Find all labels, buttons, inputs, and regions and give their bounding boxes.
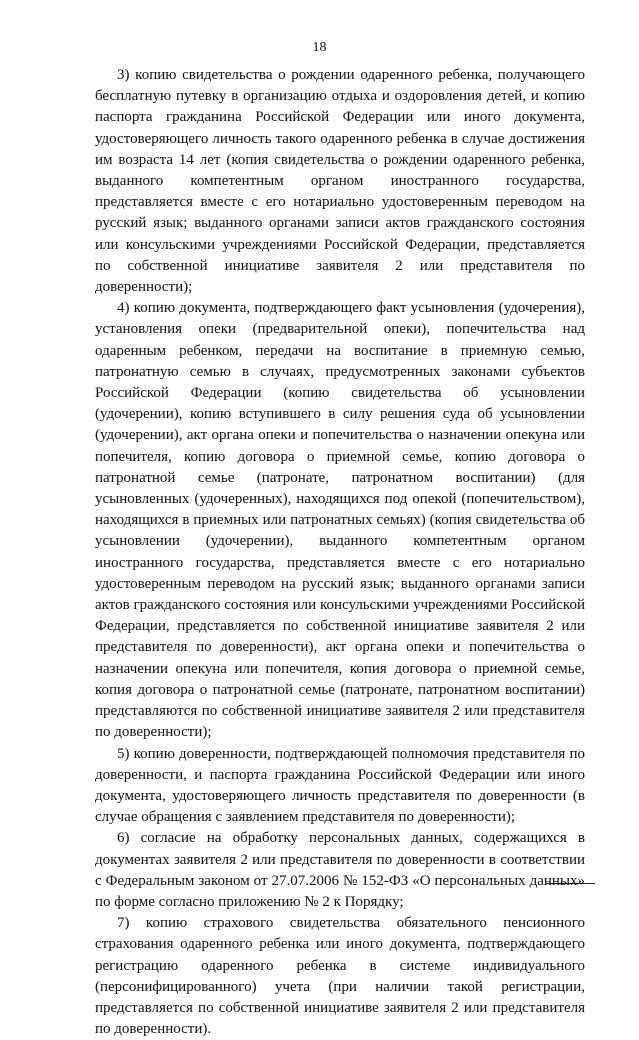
paragraph-item-5: 5) копию доверенности, подтверждающей полномочия представителя по доверенности, и паспорта гражданина Российской Федерации или иного документа, удостоверяющего личность представителя по доверенности (в случае обращения с заявлением представителя по доверенности); bbox=[95, 745, 585, 826]
paragraph-item-3: 3) копию свидетельства о рождении одаренного ребенка, получающего бесплатную путевку в организацию отдыха и оздоровления детей, и копию паспорта гражданина Российской Федерации или иного документа, удостоверяющего личность такого одаренного ребенка в случае достижения им возраста 14 лет (копия свидетельства о рождении одаренного ребенка, выданного компетентным органом иностранного государства, представляется вместе с его нотариально удостоверенным переводом на русский язык; выданного органами записи актов гражданского состояния или консульскими учреждениями Российской Федерации, представляется по собственной инициативе заявителя 2 или представителя по доверенности); bbox=[95, 67, 585, 296]
paragraph-item-6: 6) согласие на обработку персональных данных, содержащихся в документах заявителя 2 или представителя по доверенности в соответствии с Федеральным законом от 27.07.2006 № 152-ФЗ «О персональных данных» по форме согласно приложению № 2 к Порядку; bbox=[95, 830, 585, 910]
page-number: 18 bbox=[312, 40, 327, 55]
footer-rule bbox=[545, 883, 595, 884]
document-body bbox=[95, 65, 585, 1040]
paragraph-item-4: 4) копию документа, подтверждающего факт усыновления (удочерения), установления опеки (предварительной опеки), попечительства над одаренным ребенком, передачи на воспитание в приемную семью, патронатную семью в случаях, предусмотренных законами субъектов Российской Федерации (копию свидетельства об усыновлении (удочерении), копию вступившего в силу решения суда об усыновлении (удочерении), акт органа опеки и попечительства о назначении опекуна или попечителя, копию договора о приемной семье, копию договора о патронатной семье (патронате, патронатном воспитании) (для усыновленных (удочеренных), находящихся под опекой (попечительством), находящихся в приемных или патронатных семьях) (копия свидетельства об усыновлении (удочерении), выданного компетентным органом иностранного государства, представляется вместе с его нотариально удостоверенным переводом на русский язык; выданного органами записи актов гражданского состояния или консульскими учреждениями Российской Федерации, представляется по собственной инициативе заявителя 2 или представителя по доверенности), акт органа опеки и попечительства о назначении опекуна или попечителя, копия договора о приемной семье, копия договора о патронатной семье (патронате, патронатном воспитании) представляются по собственной инициативе заявителя 2 или представителя по доверенности); bbox=[95, 300, 585, 741]
paragraph-item-7: 7) копию страхового свидетельства обязательного пенсионного страхования одаренного ребенка или иного документа, подтверждающего регистрацию одаренного ребенка в системе индивидуального (персонифицированного) учета (при наличии такой регистрации, представляется по собственной инициативе заявителя 2 или представителя по доверенности). bbox=[95, 915, 585, 1038]
